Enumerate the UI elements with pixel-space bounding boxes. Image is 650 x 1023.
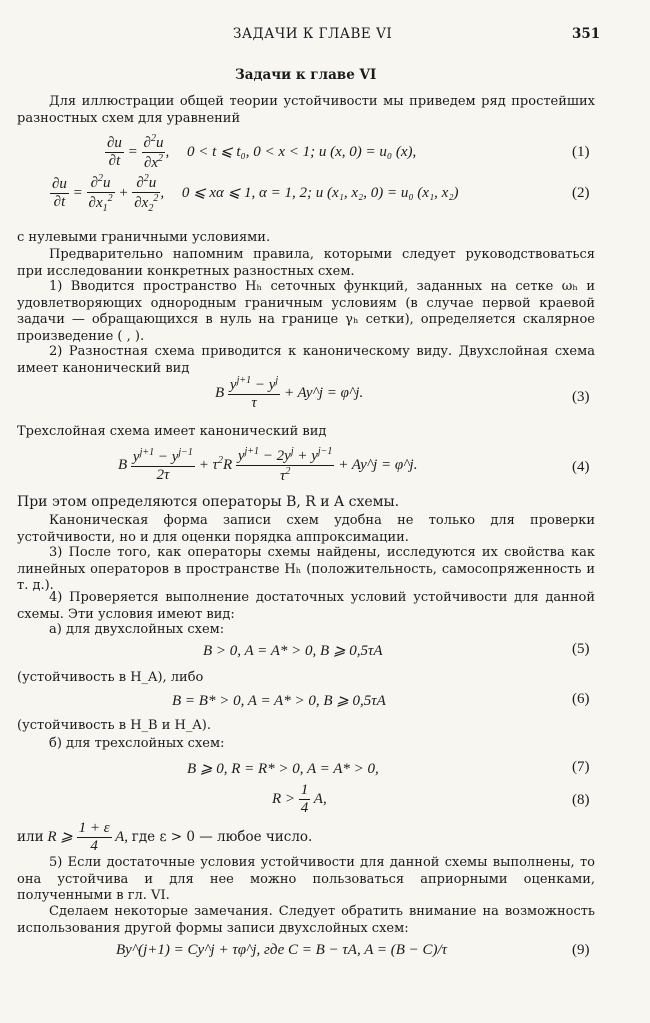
equation-7: B ⩾ 0, R = R* > 0, A = A* > 0, bbox=[187, 761, 379, 777]
equation-8: R > $\frac{1}{4}$ A, bbox=[272, 782, 327, 816]
equation-9: By^(j+1) = Cy^j + τφ^j, где C = B − τA, A = (B − C)/τ bbox=[116, 942, 448, 958]
equation-5: B > 0, A = A* > 0, B ⩾ 0,5τA bbox=[203, 643, 383, 659]
or-text: или bbox=[17, 828, 44, 845]
rule-4: 4) Проверяется выполнение достаточных условий устойчивости для данной схемы. Эти условия имеют вид: bbox=[17, 590, 595, 622]
equation-3: B $\frac{y^{j+1} - y^j}{\tau}$ + Ay^j = φ^j. bbox=[215, 375, 364, 411]
one-quarter-fraction: $\frac{1}{4}$ bbox=[300, 782, 309, 816]
rule-3: 3) После того, как операторы схемы найдены, исследуются их свойства как линейных операторов в пространстве Hₕ (положительность, самосопряженность и т. д.). bbox=[17, 545, 595, 593]
operators-text: При этом определяются операторы B, R и A схемы. bbox=[17, 494, 400, 510]
equation-number-7: (7) bbox=[572, 759, 590, 775]
eps-text: где ε > 0 — любое число. bbox=[131, 828, 313, 845]
remarks-paragraph: Сделаем некоторые замечания. Следует обратить внимание на возможность использования другой формы записи двухслойных схем: bbox=[17, 904, 595, 936]
stability-a-text: (устойчивость в H_A), либо bbox=[17, 670, 204, 685]
two-layer-fraction: $\frac{y^{j+1} - y^j}{\tau}$ bbox=[229, 375, 279, 411]
d2u-dx1-fraction: $\frac{\partial^2u}{\partial x_1^2}$ bbox=[88, 173, 113, 214]
equation-1-conditions: 0 < t ⩽ t₀, 0 < x < 1; u (x, 0) = u₀ (x), bbox=[186, 143, 417, 160]
running-title: ЗАДАЧИ К ГЛАВЕ VI bbox=[233, 26, 393, 42]
d2u-dx2-fraction: $\frac{\partial^2u}{\partial x_2^2}$ bbox=[134, 173, 159, 214]
equation-2: $\frac{\partial u}{\partial t}$ = $\frac{\partial^2u}{\partial x_1^2}$ + $\frac{\partial^2u}{\partial x_2^2}$ , 0 ⩽ xα ⩽ 1, α = 1, 2; u (x₁, x₂, 0) = u₀ (x₁, x₂) bbox=[52, 173, 459, 214]
stability-b-text: (устойчивость в H_B и H_A). bbox=[17, 718, 211, 733]
equation-number-9: (9) bbox=[572, 942, 590, 958]
case-a-label: а) для двухслойных схем: bbox=[49, 622, 225, 637]
equation-6: B = B* > 0, A = A* > 0, B ⩾ 0,5τA bbox=[172, 693, 386, 709]
page-number: 351 bbox=[572, 26, 601, 42]
equation-number-8: (8) bbox=[572, 792, 590, 808]
intro-paragraph: Для иллюстрации общей теории устойчивости мы приведем ряд простейших разностных схем для уравнений bbox=[17, 94, 595, 126]
three-layer-first-fraction: $\frac{y^{j+1} - y^{j-1}}{2\tau}$ bbox=[132, 447, 193, 483]
three-layer-second-fraction: $\frac{y^{j+1} - 2y^j + y^{j-1}}{\tau^2}$ bbox=[237, 446, 333, 484]
alternative-condition: или R ⩾ $\frac{1 + \varepsilon}{4}$ A, где ε > 0 — любое число. bbox=[17, 820, 313, 854]
section-title: Задачи к главе VI bbox=[235, 67, 377, 83]
equation-number-1: (1) bbox=[572, 144, 590, 160]
three-layer-text: Трехслойная схема имеет канонический вид bbox=[17, 424, 327, 439]
equation-4-tail: + Ay^j = φ^j. bbox=[338, 456, 418, 473]
equation-number-4: (4) bbox=[572, 459, 590, 475]
equation-8-tail: A, bbox=[313, 790, 327, 807]
du-dt-fraction: $\frac{\partial u}{\partial t}$ bbox=[107, 135, 122, 169]
one-plus-eps-fraction: $\frac{1 + \varepsilon}{4}$ bbox=[78, 820, 110, 854]
equation-4: B $\frac{y^{j+1} - y^{j-1}}{2\tau}$ + $\tau^2R$ $\frac{y^{j+1} - 2y^j + y^{j-1}}{\tau^2}$ + Ay^j = φ^j. bbox=[118, 446, 418, 484]
case-b-label: б) для трехслойных схем: bbox=[49, 736, 225, 751]
canonical-paragraph: Каноническая форма записи схем удобна не только для проверки устойчивости, но и для оценки порядка аппроксимации. bbox=[17, 513, 595, 545]
equation-number-6: (6) bbox=[572, 691, 590, 707]
equation-1: $\frac{\partial u}{\partial t}$ = $\frac{\partial^2u}{\partial x^2}$ , 0 < t ⩽ t₀, 0 < x < 1; u (x, 0) = u₀ (x), bbox=[107, 133, 417, 171]
du-dt-fraction: $\frac{\partial u}{\partial t}$ bbox=[52, 176, 67, 210]
equation-2-conditions: 0 ⩽ xα ⩽ 1, α = 1, 2; u (x₁, x₂, 0) = u₀ (x₁, x₂) bbox=[181, 184, 459, 201]
equation-number-5: (5) bbox=[572, 641, 590, 657]
equation-3-tail: + Ay^j = φ^j. bbox=[283, 384, 364, 401]
rule-2: 2) Разностная схема приводится к каноническому виду. Двухслойная схема имеет канонический вид bbox=[17, 344, 595, 376]
equation-number-2: (2) bbox=[572, 185, 590, 201]
equation-number-3: (3) bbox=[572, 389, 590, 405]
boundary-text: с нулевыми граничными условиями. bbox=[17, 230, 271, 245]
rules-intro: Предварительно напомним правила, которыми следует руководствоваться при исследовании конкретных разностных схем. bbox=[17, 247, 595, 279]
d2u-dx2-fraction: $\frac{\partial^2u}{\partial x^2}$ bbox=[143, 133, 164, 171]
rule-5: 5) Если достаточные условия устойчивости для данной схемы выполнены, то она устойчива и для нее можно пользоваться априорными оценками, полученными в гл. VI. bbox=[17, 855, 595, 903]
rule-1: 1) Вводится пространство Hₕ сеточных функций, заданных на сетке ωₕ и удовлетворяющих однородным граничным условиям (в случае первой краевой задачи — обращающихся в нуль на границе γₕ сетки), определяется скалярное произведение ( , ). bbox=[17, 279, 595, 344]
